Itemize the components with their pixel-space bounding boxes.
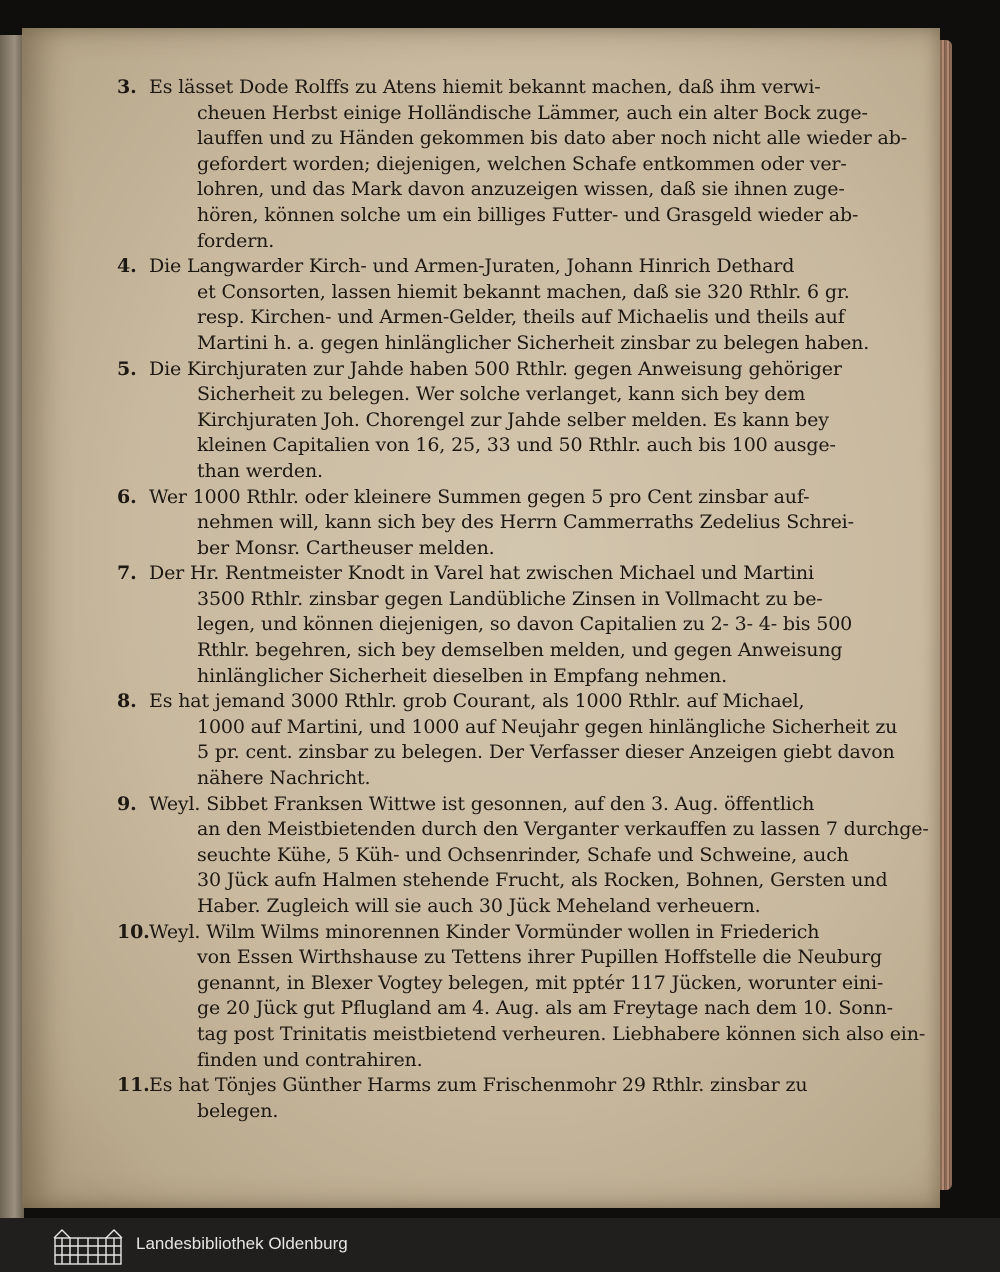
- entry-number: 4.: [117, 255, 137, 278]
- entry-text-line: Rthlr. begehren, sich bey demselben melden, und gegen Anweisung: [197, 639, 843, 662]
- entry-text-line: Wer 1000 Rthlr. oder kleinere Summen gegen 5 pro Cent zinsbar auf-: [149, 485, 810, 508]
- entry-number: 11.: [117, 1074, 150, 1097]
- book-page: [22, 28, 940, 1208]
- entry-text-line: Weyl. Wilm Wilms minorennen Kinder Vormünder wollen in Friederich: [149, 920, 820, 943]
- entry-text-line: Martini h. a. gegen hinlänglicher Sicherheit zinsbar zu belegen haben.: [197, 331, 870, 354]
- library-building-logo-icon: [52, 1224, 124, 1266]
- advertisement-entry: [117, 561, 853, 689]
- entry-text-line: lauffen und zu Händen gekommen bis dato aber noch nicht alle wieder ab-: [197, 127, 908, 150]
- entry-text-line: Die Kirchjuraten zur Jahde haben 500 Rthlr. gegen Anweisung gehöriger: [149, 357, 842, 380]
- entry-text-line: hinlänglicher Sicherheit dieselben in Empfang nehmen.: [197, 664, 728, 687]
- entry-text-line: Der Hr. Rentmeister Knodt in Varel hat zwischen Michael und Martini: [149, 562, 814, 585]
- advertisement-entry: [117, 792, 929, 920]
- entry-text-line: than werden.: [197, 459, 323, 482]
- entry-text-line: Haber. Zugleich will sie auch 30 Jück Meheland verheuern.: [197, 895, 761, 917]
- entry-text-line: ber Monsr. Cartheuser melden.: [197, 536, 495, 559]
- entry-number: 3.: [117, 76, 137, 98]
- entry-text-line: lohren, und das Mark davon anzuzeigen wissen, daß sie ihnen zuge-: [197, 178, 845, 201]
- entry-text-line: genannt, in Blexer Vogtey belegen, mit pptér 117 Jücken, worunter eini-: [197, 971, 884, 994]
- entry-text-line: gefordert worden; diejenigen, welchen Schafe entkommen oder ver-: [197, 152, 847, 175]
- entry-text-line: Es hat jemand 3000 Rthlr. grob Courant, als 1000 Rthlr. auf Michael,: [149, 690, 805, 713]
- advertisement-list: [117, 75, 929, 1124]
- entry-number: 8.: [117, 690, 137, 713]
- footer-bar: [0, 1218, 1000, 1272]
- entry-text-line: seuchte Kühe, 5 Küh- und Ochsenrinder, Schafe und Schweine, auch: [197, 843, 849, 866]
- entry-text-line: Die Langwarder Kirch- und Armen-Juraten, Johann Hinrich Dethard: [149, 255, 795, 278]
- entry-number: 9.: [117, 792, 137, 815]
- entry-text-line: 30 Jück aufn Halmen stehende Frucht, als Rocken, Bohnen, Gersten und: [197, 869, 888, 892]
- entry-text-line: Weyl. Sibbet Franksen Wittwe ist gesonnen, auf den 3. Aug. öffentlich: [149, 792, 815, 815]
- entry-number: 6.: [117, 485, 137, 508]
- entry-text-line: tag post Trinitatis meistbietend verheuren. Liebhabere können sich also ein-: [197, 1022, 926, 1045]
- library-name: Landesbibliothek Oldenburg: [136, 1234, 348, 1253]
- entry-text-line: nähere Nachricht.: [197, 767, 371, 790]
- entry-text-line: Sicherheit zu belegen. Wer solche verlanget, kann sich bey dem: [197, 383, 806, 406]
- entry-text-line: Es hat Tönjes Günther Harms zum Frischenmohr 29 Rthlr. zinsbar zu: [149, 1074, 808, 1097]
- entry-text-line: finden und contrahiren.: [197, 1048, 423, 1071]
- entry-text-line: cheuen Herbst einige Holländische Lämmer, auch ein alter Bock zuge-: [197, 101, 868, 124]
- advertisement-entry: [117, 485, 854, 562]
- entry-text-line: Kirchjuraten Joh. Chorengel zur Jahde selber melden. Es kann bey: [197, 408, 829, 431]
- entry-text-line: kleinen Capitalien von 16, 25, 33 und 50 Rthlr. auch bis 100 ausge-: [197, 434, 836, 457]
- entry-text-line: hören, können solche um ein billiges Futter- und Grasgeld wieder ab-: [197, 203, 859, 226]
- advertisement-entry: [117, 254, 870, 356]
- entry-text-line: ge 20 Jück gut Pflugland am 4. Aug. als am Freytage nach dem 10. Sonn-: [197, 997, 893, 1020]
- entry-text-line: legen, und können diejenigen, so davon Capitalien zu 2- 3- 4- bis 500: [197, 613, 853, 636]
- entry-text-line: belegen.: [197, 1099, 279, 1122]
- advertisement-entry: [117, 357, 842, 485]
- advertisement-entry: [117, 1073, 837, 1124]
- entry-text-line: 5 pr. cent. zinsbar zu belegen. Der Verfasser dieser Anzeigen giebt davon: [197, 741, 895, 764]
- entry-text-line: fordern.: [197, 229, 275, 252]
- entry-text-line: Es lässet Dode Rolffs zu Atens hiemit bekannt machen, daß ihm verwi-: [149, 76, 821, 98]
- entry-number: 10.: [117, 920, 150, 943]
- entry-text-line: an den Meistbietenden durch den Verganter verkauffen zu lassen 7 durchge-: [197, 818, 929, 841]
- entry-text-line: 1000 auf Martini, und 1000 auf Neujahr gegen hinlängliche Sicherheit zu: [197, 715, 898, 738]
- advertisement-entry: [117, 75, 908, 254]
- entry-text-line: nehmen will, kann sich bey des Herrn Cammerraths Zedelius Schrei-: [197, 511, 854, 534]
- entry-number: 7.: [117, 562, 137, 585]
- entry-text-line: 3500 Rthlr. zinsbar gegen Landübliche Zinsen in Vollmacht zu be-: [197, 587, 823, 610]
- left-page-edge: [0, 35, 24, 1218]
- entry-text-line: et Consorten, lassen hiemit bekannt machen, daß sie 320 Rthlr. 6 gr.: [197, 280, 850, 303]
- entry-number: 5.: [117, 357, 137, 380]
- advertisement-entry: [117, 689, 898, 791]
- advertisement-entry: [117, 920, 926, 1074]
- entry-text-line: resp. Kirchen- und Armen-Gelder, theils auf Michaelis und theils auf: [197, 306, 845, 329]
- entry-text-line: von Essen Wirthshause zu Tettens ihrer Pupillen Hoffstelle die Neuburg: [197, 946, 883, 969]
